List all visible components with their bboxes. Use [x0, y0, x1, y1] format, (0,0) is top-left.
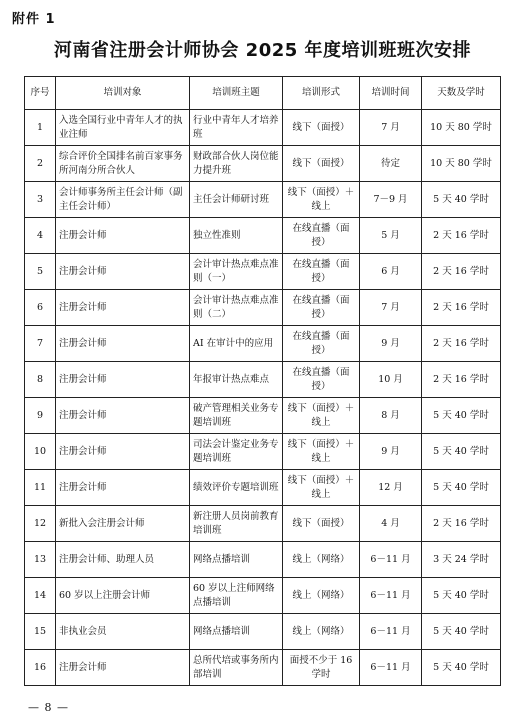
cell-no: 7 — [25, 326, 56, 362]
cell-days: 5 天 40 学时 — [422, 650, 501, 686]
cell-format: 在线直播（面授） — [283, 362, 360, 398]
column-header-time: 培训时间 — [360, 77, 422, 110]
cell-no: 9 — [25, 398, 56, 434]
cell-no: 3 — [25, 182, 56, 218]
page-title: 河南省注册会计师协会 2025 年度培训班班次安排 — [53, 40, 472, 61]
table-row — [25, 614, 501, 650]
cell-format: 在线直播（面授） — [283, 254, 360, 290]
cell-theme: 60 岁以上注师网络点播培训 — [190, 578, 283, 614]
cell-time: 9 月 — [360, 434, 422, 470]
cell-target: 注册会计师 — [56, 650, 190, 686]
cell-time: 6－11 月 — [360, 578, 422, 614]
table-row — [25, 398, 501, 434]
table-row — [25, 650, 501, 686]
cell-time: 5 月 — [360, 218, 422, 254]
cell-theme: 会计审计热点难点准则（一） — [190, 254, 283, 290]
cell-target: 注册会计师 — [56, 470, 190, 506]
cell-no: 8 — [25, 362, 56, 398]
cell-no: 16 — [25, 650, 56, 686]
cell-theme: 绩效评价专题培训班 — [190, 470, 283, 506]
table-row — [25, 146, 501, 182]
cell-time: 4 月 — [360, 506, 422, 542]
column-header-format: 培训形式 — [283, 77, 360, 110]
table-row — [25, 578, 501, 614]
table-row — [25, 110, 501, 146]
cell-target: 注册会计师 — [56, 362, 190, 398]
table-row — [25, 254, 501, 290]
cell-theme: AI 在审计中的应用 — [190, 326, 283, 362]
cell-no: 13 — [25, 542, 56, 578]
cell-days: 3 天 24 学时 — [422, 542, 501, 578]
cell-target: 综合评价全国排名前百家事务所河南分所合伙人 — [56, 146, 190, 182]
cell-format: 在线直播（面授） — [283, 290, 360, 326]
cell-days: 2 天 16 学时 — [422, 254, 501, 290]
cell-no: 1 — [25, 110, 56, 146]
cell-target: 非执业会员 — [56, 614, 190, 650]
cell-format: 线下（面授） — [283, 506, 360, 542]
cell-time: 9 月 — [360, 326, 422, 362]
cell-theme: 行业中青年人才培养班 — [190, 110, 283, 146]
cell-theme: 年报审计热点难点 — [190, 362, 283, 398]
cell-days: 5 天 40 学时 — [422, 182, 501, 218]
table-row — [25, 326, 501, 362]
cell-time: 7 月 — [360, 110, 422, 146]
table-header-row — [25, 77, 501, 110]
column-header-theme: 培训班主题 — [190, 77, 283, 110]
cell-format: 线下（面授） — [283, 146, 360, 182]
cell-time: 7 月 — [360, 290, 422, 326]
column-header-no: 序号 — [25, 77, 56, 110]
cell-days: 2 天 16 学时 — [422, 326, 501, 362]
cell-days: 2 天 16 学时 — [422, 362, 501, 398]
cell-format: 线下（面授）＋线上 — [283, 182, 360, 218]
table-row — [25, 182, 501, 218]
schedule-table — [24, 76, 501, 686]
page-number: — 8 — — [28, 701, 69, 714]
cell-no: 10 — [25, 434, 56, 470]
cell-no: 15 — [25, 614, 56, 650]
cell-time: 6－11 月 — [360, 542, 422, 578]
cell-no: 11 — [25, 470, 56, 506]
cell-format: 在线直播（面授） — [283, 326, 360, 362]
cell-target: 会计师事务所主任会计师（副主任会计师） — [56, 182, 190, 218]
cell-target: 入选全国行业中青年人才的执业注师 — [56, 110, 190, 146]
cell-target: 注册会计师 — [56, 218, 190, 254]
cell-no: 14 — [25, 578, 56, 614]
cell-theme: 主任会计师研讨班 — [190, 182, 283, 218]
cell-time: 6 月 — [360, 254, 422, 290]
cell-target: 注册会计师 — [56, 254, 190, 290]
cell-target: 60 岁以上注册会计师 — [56, 578, 190, 614]
cell-theme: 网络点播培训 — [190, 614, 283, 650]
cell-target: 注册会计师 — [56, 434, 190, 470]
cell-no: 2 — [25, 146, 56, 182]
cell-theme: 总所代培或事务所内部培训 — [190, 650, 283, 686]
cell-theme: 独立性准则 — [190, 218, 283, 254]
cell-time: 12 月 — [360, 470, 422, 506]
cell-time: 10 月 — [360, 362, 422, 398]
attachment-label: 附件 1 — [12, 12, 56, 27]
cell-target: 注册会计师、助理人员 — [56, 542, 190, 578]
column-header-days: 天数及学时 — [422, 77, 501, 110]
cell-time: 待定 — [360, 146, 422, 182]
column-header-target: 培训对象 — [56, 77, 190, 110]
cell-no: 5 — [25, 254, 56, 290]
cell-theme: 破产管理相关业务专题培训班 — [190, 398, 283, 434]
cell-time: 8 月 — [360, 398, 422, 434]
cell-target: 注册会计师 — [56, 326, 190, 362]
cell-target: 注册会计师 — [56, 290, 190, 326]
cell-format: 线下（面授）＋线上 — [283, 470, 360, 506]
cell-no: 12 — [25, 506, 56, 542]
table-row — [25, 218, 501, 254]
cell-theme: 网络点播培训 — [190, 542, 283, 578]
cell-target: 新批入会注册会计师 — [56, 506, 190, 542]
cell-time: 6－11 月 — [360, 650, 422, 686]
cell-days: 5 天 40 学时 — [422, 398, 501, 434]
cell-theme: 会计审计热点难点准则（二） — [190, 290, 283, 326]
table-row — [25, 470, 501, 506]
table-row — [25, 542, 501, 578]
cell-theme: 司法会计鉴定业务专题培训班 — [190, 434, 283, 470]
cell-days: 5 天 40 学时 — [422, 614, 501, 650]
cell-days: 2 天 16 学时 — [422, 218, 501, 254]
cell-format: 线上（网络） — [283, 542, 360, 578]
cell-days: 10 天 80 学时 — [422, 146, 501, 182]
cell-format: 面授不少于 16 学时 — [283, 650, 360, 686]
cell-days: 2 天 16 学时 — [422, 506, 501, 542]
cell-no: 6 — [25, 290, 56, 326]
cell-no: 4 — [25, 218, 56, 254]
cell-theme: 新注册人员岗前教育培训班 — [190, 506, 283, 542]
cell-time: 6－11 月 — [360, 614, 422, 650]
cell-days: 5 天 40 学时 — [422, 434, 501, 470]
cell-target: 注册会计师 — [56, 398, 190, 434]
cell-format: 线上（网络） — [283, 578, 360, 614]
cell-format: 线上（网络） — [283, 614, 360, 650]
table-row — [25, 506, 501, 542]
cell-format: 线下（面授）＋线上 — [283, 398, 360, 434]
cell-days: 10 天 80 学时 — [422, 110, 501, 146]
cell-format: 在线直播（面授） — [283, 218, 360, 254]
cell-days: 5 天 40 学时 — [422, 578, 501, 614]
table-row — [25, 434, 501, 470]
cell-time: 7－9 月 — [360, 182, 422, 218]
cell-format: 线下（面授） — [283, 110, 360, 146]
table-row — [25, 290, 501, 326]
cell-format: 线下（面授）＋线上 — [283, 434, 360, 470]
cell-days: 5 天 40 学时 — [422, 470, 501, 506]
cell-days: 2 天 16 学时 — [422, 290, 501, 326]
cell-theme: 财政部合伙人岗位能力提升班 — [190, 146, 283, 182]
table-row — [25, 362, 501, 398]
